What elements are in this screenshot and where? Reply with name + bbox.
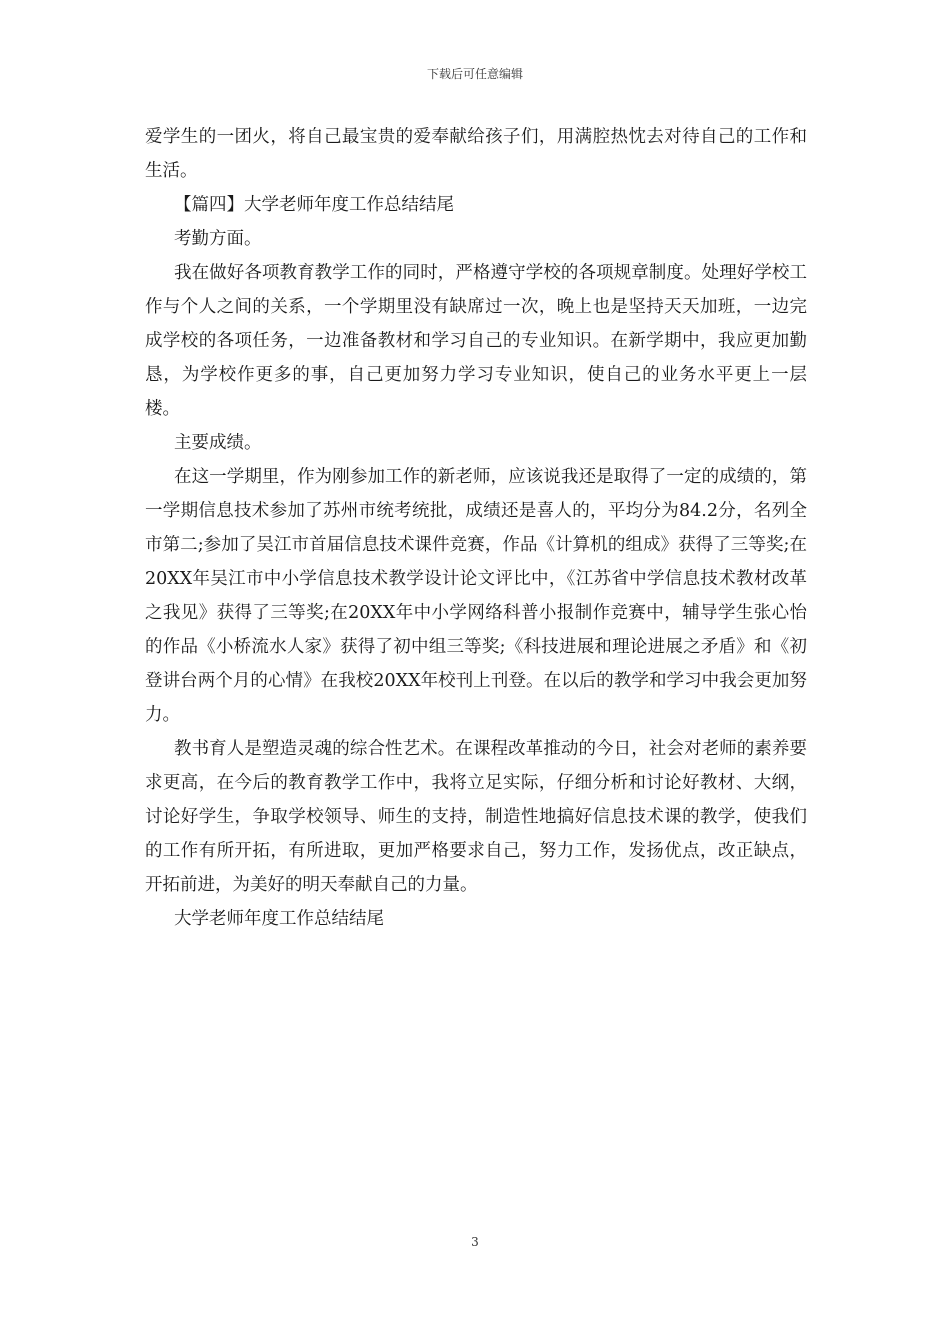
page-number: 3	[471, 1235, 479, 1249]
paragraph-attendance: 我在做好各项教育教学工作的同时，严格遵守学校的各项规章制度。处理好学校工作与个人之间的关系，一个学期里没有缺席过一次，晚上也是坚持天天加班，一边完成学校的各项任务，一边准备教材和学习自己的专业知识。在新学期中，我应更加勤恳，为学校作更多的事，自己更加努力学习专业知识，使自己的业务水平更上一层楼。	[145, 263, 807, 419]
document-body	[145, 120, 807, 936]
section-title: 【篇四】大学老师年度工作总结结尾	[174, 195, 454, 215]
paragraph-conclusion: 教书育人是塑造灵魂的综合性艺术。在课程改革推动的今日，社会对老师的素养要求更高，在今后的教育教学工作中，我将立足实际，仔细分析和讨论好教材、大纲，讨论好学生，争取学校领导、师生的支持，制造性地搞好信息技术课的教学，使我们的工作有所开拓，有所进取，更加严格要求自己，努力工作，发扬优点，改正缺点，开拓前进，为美好的明天奉献自己的力量。	[145, 739, 807, 895]
subheading-attendance: 考勤方面。	[174, 229, 262, 249]
closing-line: 大学老师年度工作总结结尾	[174, 909, 384, 929]
subheading-achievements: 主要成绩。	[174, 433, 262, 453]
page-header: 下载后可任意编辑	[426, 67, 523, 81]
paragraph-achievements: 在这一学期里，作为刚参加工作的新老师，应该说我还是取得了一定的成绩的，第一学期信息技术参加了苏州市统考统批，成绩还是喜人的，平均分为84.2分，名列全市第二;参加了吴江市首届信息技术课件竞赛，作品《计算机的组成》获得了三等奖;在20XX年吴江市中小学信息技术教学设计论文评比中，《江苏省中学信息技术教材改革之我见》获得了三等奖;在20XX年中小学网络科普小报制作竞赛中，辅导学生张心怡的作品《小桥流水人家》获得了初中组三等奖;《科技进展和理论进展之矛盾》和《初登讲台两个月的心情》在我校20XX年校刊上刊登。在以后的教学和学习中我会更加努力。	[145, 467, 807, 725]
paragraph-continuation: 爱学生的一团火，将自己最宝贵的爱奉献给孩子们，用满腔热忱去对待自己的工作和生活。	[145, 127, 807, 181]
